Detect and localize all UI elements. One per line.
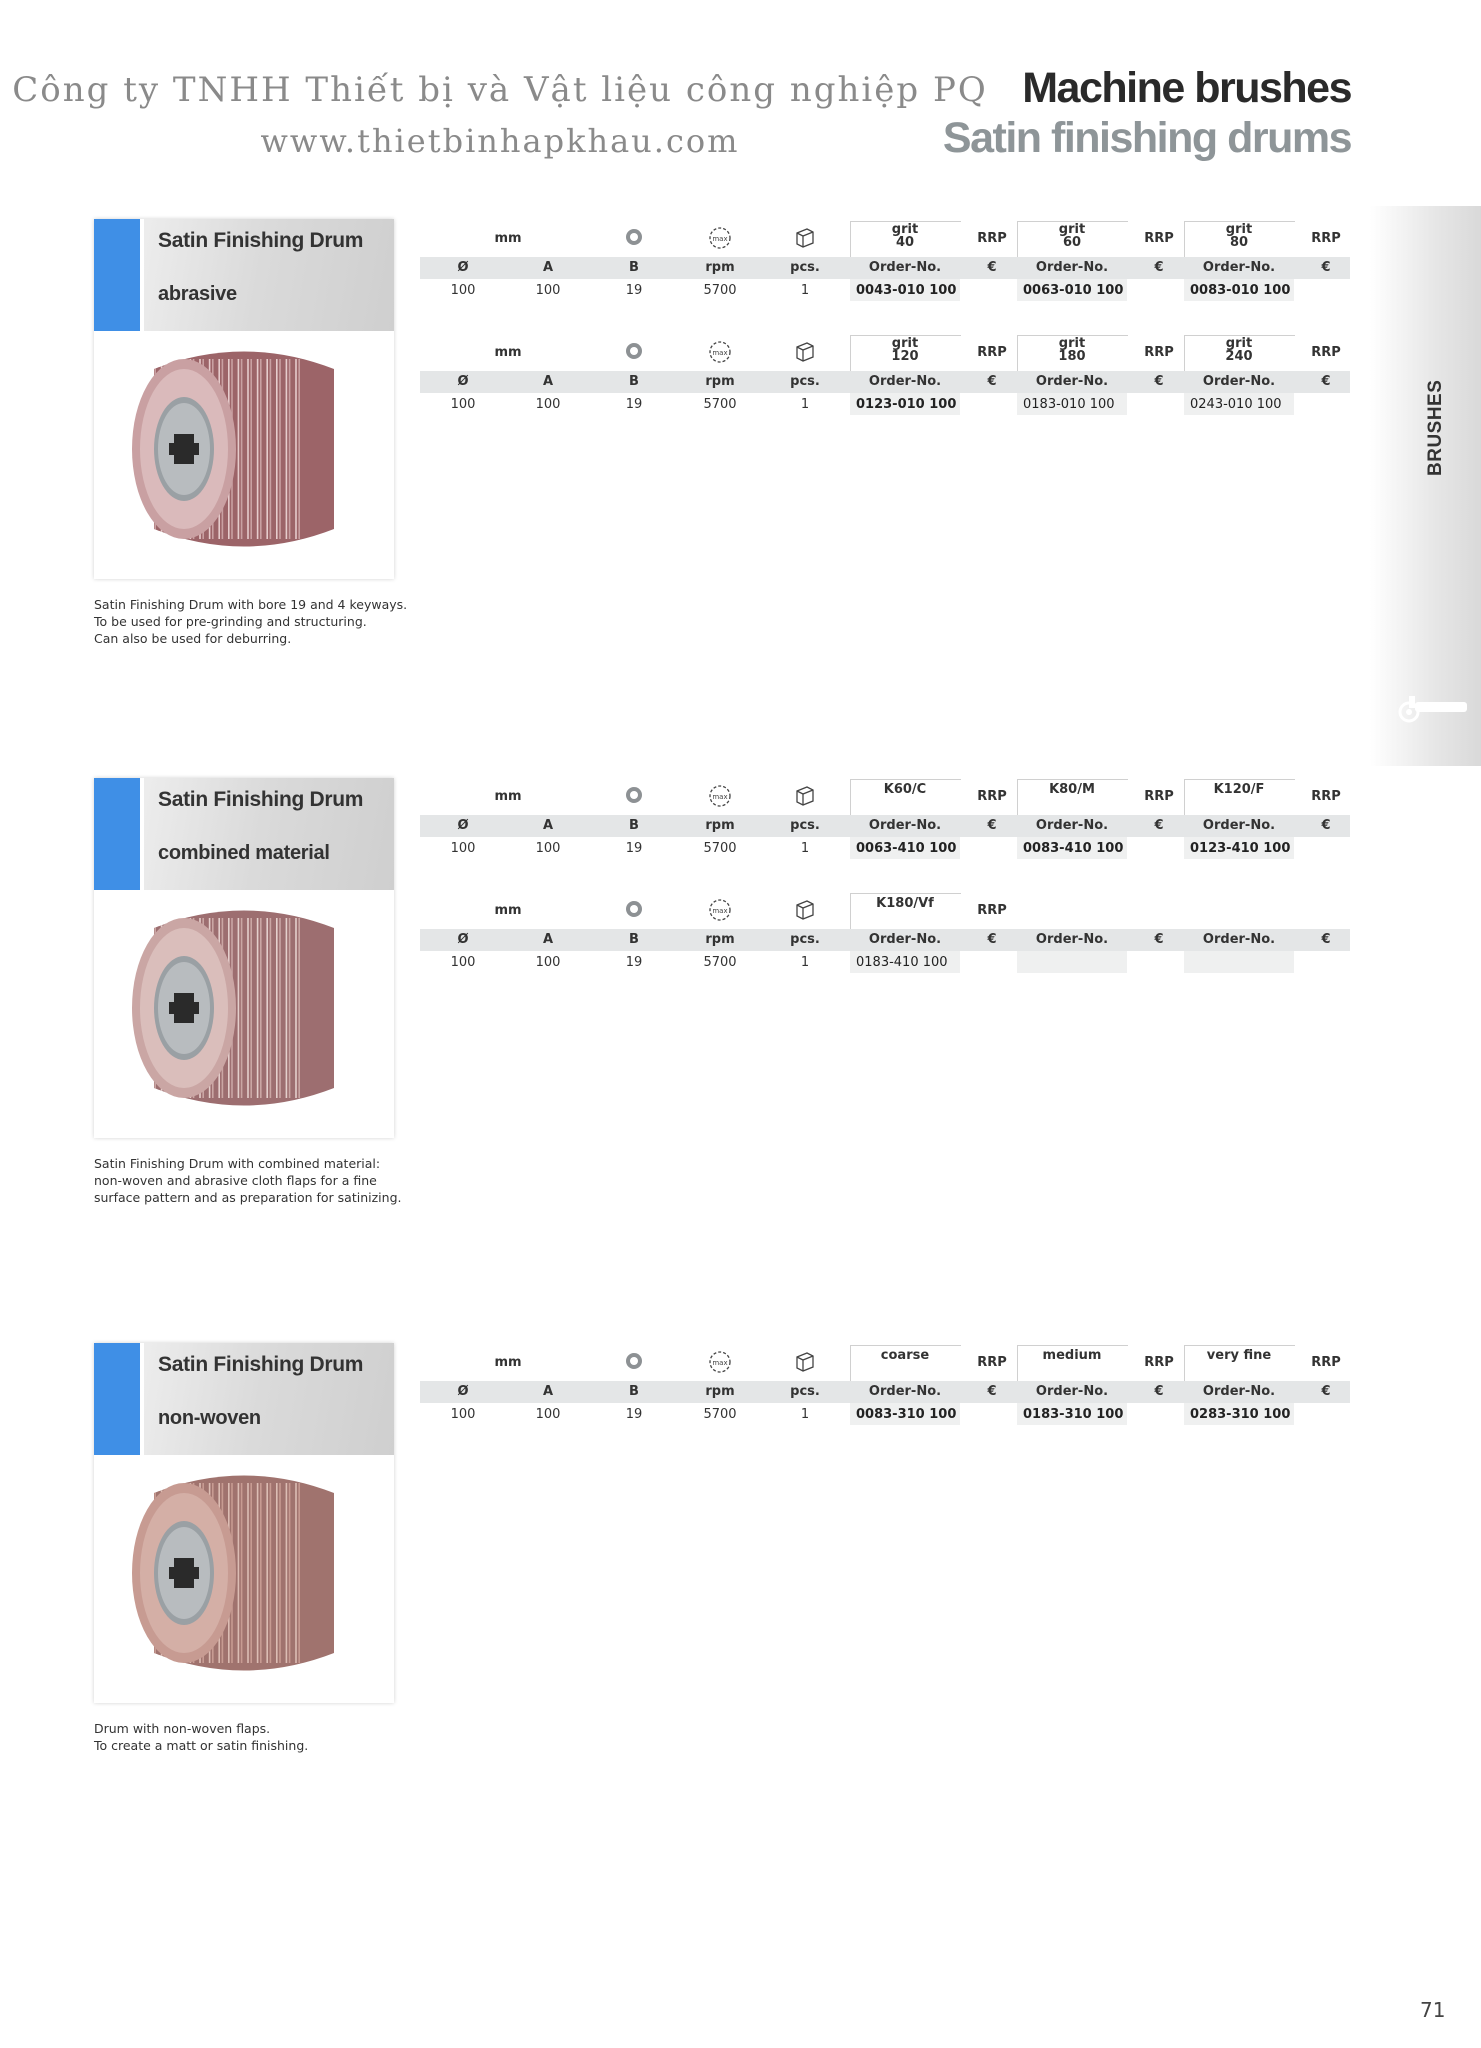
rrp-label: RRP xyxy=(977,903,1007,918)
euro-header: € xyxy=(1321,932,1331,947)
rpm-header: rpm xyxy=(705,1384,735,1399)
grade-label: K180/Vf xyxy=(876,896,934,911)
order-header: Order-No. xyxy=(1035,260,1109,275)
max-speed-icon xyxy=(707,783,733,809)
order-number[interactable]: 0283-310 100 xyxy=(1190,1407,1291,1422)
rpm-value: 5700 xyxy=(703,841,737,856)
svg-text:max: max xyxy=(712,793,728,801)
accent-bar xyxy=(94,219,140,331)
euro-header: € xyxy=(987,260,997,275)
rpm-header: rpm xyxy=(705,932,735,947)
rrp-label: RRP xyxy=(1144,345,1174,360)
pcs-value: 1 xyxy=(800,955,810,970)
description-line: surface pattern and as preparation for satinizing. xyxy=(94,1190,402,1205)
order-number[interactable]: 0083-310 100 xyxy=(856,1407,957,1422)
pcs-value: 1 xyxy=(800,1407,810,1422)
package-icon xyxy=(793,783,817,807)
product-title: Satin Finishing Drum xyxy=(158,1353,364,1376)
order-number[interactable]: 0123-410 100 xyxy=(1190,841,1291,856)
b-header: B xyxy=(629,818,639,833)
product-description xyxy=(94,596,434,647)
grade-label: K80/M xyxy=(1049,782,1095,797)
euro-header: € xyxy=(1154,932,1164,947)
pcs-value: 1 xyxy=(800,841,810,856)
product-table xyxy=(420,779,1350,869)
package-icon xyxy=(793,225,817,249)
rrp-label: RRP xyxy=(977,789,1007,804)
grade-label: grit xyxy=(1225,336,1253,351)
product-subtitle: non-woven xyxy=(158,1407,261,1429)
rpm-header: rpm xyxy=(705,260,735,275)
dia-header: Ø xyxy=(457,1384,469,1399)
rrp-label: RRP xyxy=(1311,345,1341,360)
product-card xyxy=(94,219,394,579)
pcs-header: pcs. xyxy=(790,932,820,947)
order-number[interactable]: 0243-010 100 xyxy=(1190,397,1282,412)
dia-value: 100 xyxy=(450,1407,476,1422)
euro-header: € xyxy=(1321,260,1331,275)
euro-header: € xyxy=(1154,374,1164,389)
order-number[interactable]: 0083-010 100 xyxy=(1190,283,1291,298)
rrp-label: RRP xyxy=(1144,1355,1174,1370)
a-value: 100 xyxy=(535,841,561,856)
unit-label: mm xyxy=(494,345,522,360)
pcs-header: pcs. xyxy=(790,260,820,275)
dia-header: Ø xyxy=(457,374,469,389)
dia-value: 100 xyxy=(450,283,476,298)
svg-text:max: max xyxy=(712,1359,728,1367)
unit-label: mm xyxy=(494,1355,522,1370)
dia-value: 100 xyxy=(450,841,476,856)
product-card-header xyxy=(94,778,394,890)
rpm-value: 5700 xyxy=(703,397,737,412)
description-line: Satin Finishing Drum with bore 19 and 4 keyways. xyxy=(94,597,408,612)
order-number[interactable]: 0183-410 100 xyxy=(856,955,948,970)
dia-header: Ø xyxy=(457,260,469,275)
grade-label: medium xyxy=(1042,1348,1102,1363)
order-header: Order-No. xyxy=(1035,374,1109,389)
description-line: To be used for pre-grinding and structuring. xyxy=(94,614,367,629)
product-table xyxy=(420,893,1350,983)
product-card xyxy=(94,778,394,1138)
euro-header: € xyxy=(987,374,997,389)
pcs-header: pcs. xyxy=(790,374,820,389)
grade-label: K120/F xyxy=(1213,782,1265,797)
drum-image xyxy=(114,1463,374,1693)
page-subtitle: Satin finishing drums xyxy=(942,114,1351,162)
package-icon xyxy=(793,1349,817,1373)
grade-label: very fine xyxy=(1206,1348,1272,1363)
euro-header: € xyxy=(1321,818,1331,833)
euro-header: € xyxy=(1321,1384,1331,1399)
product-title: Satin Finishing Drum xyxy=(158,229,364,252)
rpm-header: rpm xyxy=(705,818,735,833)
b-value: 19 xyxy=(625,955,643,970)
rpm-value: 5700 xyxy=(703,955,737,970)
grade-value: 180 xyxy=(1058,349,1086,364)
euro-header: € xyxy=(987,932,997,947)
product-description xyxy=(94,1155,434,1206)
drum-image xyxy=(114,898,374,1128)
order-header: Order-No. xyxy=(1202,1384,1276,1399)
rrp-label: RRP xyxy=(977,1355,1007,1370)
grade-label: grit xyxy=(1225,222,1253,237)
product-table xyxy=(420,335,1350,425)
grade-label: coarse xyxy=(880,1348,930,1363)
rrp-label: RRP xyxy=(1311,789,1341,804)
a-header: A xyxy=(542,374,554,389)
b-value: 19 xyxy=(625,841,643,856)
rrp-label: RRP xyxy=(1144,789,1174,804)
b-value: 19 xyxy=(625,397,643,412)
bore-icon xyxy=(624,899,644,919)
order-number[interactable]: 0183-310 100 xyxy=(1023,1407,1124,1422)
pcs-header: pcs. xyxy=(790,1384,820,1399)
rpm-header: rpm xyxy=(705,374,735,389)
order-header: Order-No. xyxy=(868,260,942,275)
description-line: Satin Finishing Drum with combined material: xyxy=(94,1156,381,1171)
product-subtitle: combined material xyxy=(158,842,330,864)
grade-label: grit xyxy=(1058,336,1086,351)
accent-bar xyxy=(94,778,140,890)
bore-icon xyxy=(624,227,644,247)
bore-icon xyxy=(624,341,644,361)
order-header: Order-No. xyxy=(868,1384,942,1399)
order-header: Order-No. xyxy=(1202,260,1276,275)
euro-header: € xyxy=(1154,818,1164,833)
grade-label: K60/C xyxy=(883,782,927,797)
order-header: Order-No. xyxy=(868,932,942,947)
description-line: Drum with non-woven flaps. xyxy=(94,1721,271,1736)
b-value: 19 xyxy=(625,1407,643,1422)
a-header: A xyxy=(542,1384,554,1399)
dia-value: 100 xyxy=(450,397,476,412)
order-header: Order-No. xyxy=(1202,818,1276,833)
product-card xyxy=(94,1343,394,1703)
description-line: To create a matt or satin finishing. xyxy=(94,1738,309,1753)
order-header: Order-No. xyxy=(1035,932,1109,947)
dia-value: 100 xyxy=(450,955,476,970)
product-subtitle: abrasive xyxy=(158,283,237,305)
euro-header: € xyxy=(1154,260,1164,275)
product-description xyxy=(94,1720,434,1754)
max-speed-icon xyxy=(707,897,733,923)
rpm-value: 5700 xyxy=(703,1407,737,1422)
max-speed-icon xyxy=(707,225,733,251)
order-header: Order-No. xyxy=(868,818,942,833)
b-header: B xyxy=(629,1384,639,1399)
grinder-tool-icon xyxy=(1395,688,1471,724)
a-value: 100 xyxy=(535,397,561,412)
order-number[interactable]: 0123-010 100 xyxy=(856,397,957,412)
euro-header: € xyxy=(987,818,997,833)
max-speed-icon xyxy=(707,1349,733,1375)
product-card-header xyxy=(94,1343,394,1455)
grade-value: 240 xyxy=(1225,349,1253,364)
grade-value: 40 xyxy=(895,235,915,250)
pcs-header: pcs. xyxy=(790,818,820,833)
b-header: B xyxy=(629,932,639,947)
a-value: 100 xyxy=(535,283,561,298)
rrp-label: RRP xyxy=(977,231,1007,246)
rrp-label: RRP xyxy=(1311,231,1341,246)
pcs-value: 1 xyxy=(800,397,810,412)
euro-header: € xyxy=(987,1384,997,1399)
page-number: 71 xyxy=(1420,1998,1446,2022)
order-number[interactable]: 0083-410 100 xyxy=(1023,841,1124,856)
order-header: Order-No. xyxy=(1035,1384,1109,1399)
unit-label: mm xyxy=(494,231,522,246)
a-header: A xyxy=(542,932,554,947)
order-number[interactable]: 0183-010 100 xyxy=(1023,397,1115,412)
product-table xyxy=(420,1345,1350,1435)
rrp-label: RRP xyxy=(1144,231,1174,246)
b-value: 19 xyxy=(625,283,643,298)
svg-text:max: max xyxy=(712,907,728,915)
order-header: Order-No. xyxy=(1202,374,1276,389)
description-line: Can also be used for deburring. xyxy=(94,631,292,646)
unit-label: mm xyxy=(494,903,522,918)
dia-header: Ø xyxy=(457,932,469,947)
package-icon xyxy=(793,339,817,363)
grade-label: grit xyxy=(891,222,919,237)
side-tab-label: BRUSHES xyxy=(1425,379,1446,476)
euro-header: € xyxy=(1321,374,1331,389)
rrp-label: RRP xyxy=(977,345,1007,360)
description-line: non-woven and abrasive cloth flaps for a fine xyxy=(94,1173,377,1188)
product-table xyxy=(420,221,1350,311)
bore-icon xyxy=(624,1351,644,1371)
grade-value: 120 xyxy=(891,349,919,364)
b-header: B xyxy=(629,374,639,389)
a-header: A xyxy=(542,260,554,275)
company-name: Công ty TNHH Thiết bị và Vật liệu công nghiệp PQ xyxy=(12,70,988,110)
rrp-label: RRP xyxy=(1311,1355,1341,1370)
company-website: www.thietbinhapkhau.com xyxy=(260,122,740,160)
grade-value: 80 xyxy=(1229,235,1249,250)
svg-text:max: max xyxy=(712,349,728,357)
side-tab[interactable] xyxy=(1370,206,1481,766)
page-title: Machine brushes xyxy=(1022,64,1351,112)
product-card-header xyxy=(94,219,394,331)
grade-value: 60 xyxy=(1062,235,1082,250)
grade-label: grit xyxy=(1058,222,1086,237)
order-header: Order-No. xyxy=(1035,818,1109,833)
unit-label: mm xyxy=(494,789,522,804)
a-value: 100 xyxy=(535,955,561,970)
euro-header: € xyxy=(1154,1384,1164,1399)
pcs-value: 1 xyxy=(800,283,810,298)
order-number[interactable]: 0043-010 100 xyxy=(856,283,957,298)
product-title: Satin Finishing Drum xyxy=(158,788,364,811)
drum-image xyxy=(114,339,374,569)
a-value: 100 xyxy=(535,1407,561,1422)
package-icon xyxy=(793,897,817,921)
grade-label: grit xyxy=(891,336,919,351)
b-header: B xyxy=(629,260,639,275)
svg-text:max: max xyxy=(712,235,728,243)
a-header: A xyxy=(542,818,554,833)
order-number[interactable]: 0063-010 100 xyxy=(1023,283,1124,298)
max-speed-icon xyxy=(707,339,733,365)
rpm-value: 5700 xyxy=(703,283,737,298)
order-header: Order-No. xyxy=(1202,932,1276,947)
accent-bar xyxy=(94,1343,140,1455)
bore-icon xyxy=(624,785,644,805)
dia-header: Ø xyxy=(457,818,469,833)
order-header: Order-No. xyxy=(868,374,942,389)
order-number[interactable]: 0063-410 100 xyxy=(856,841,957,856)
